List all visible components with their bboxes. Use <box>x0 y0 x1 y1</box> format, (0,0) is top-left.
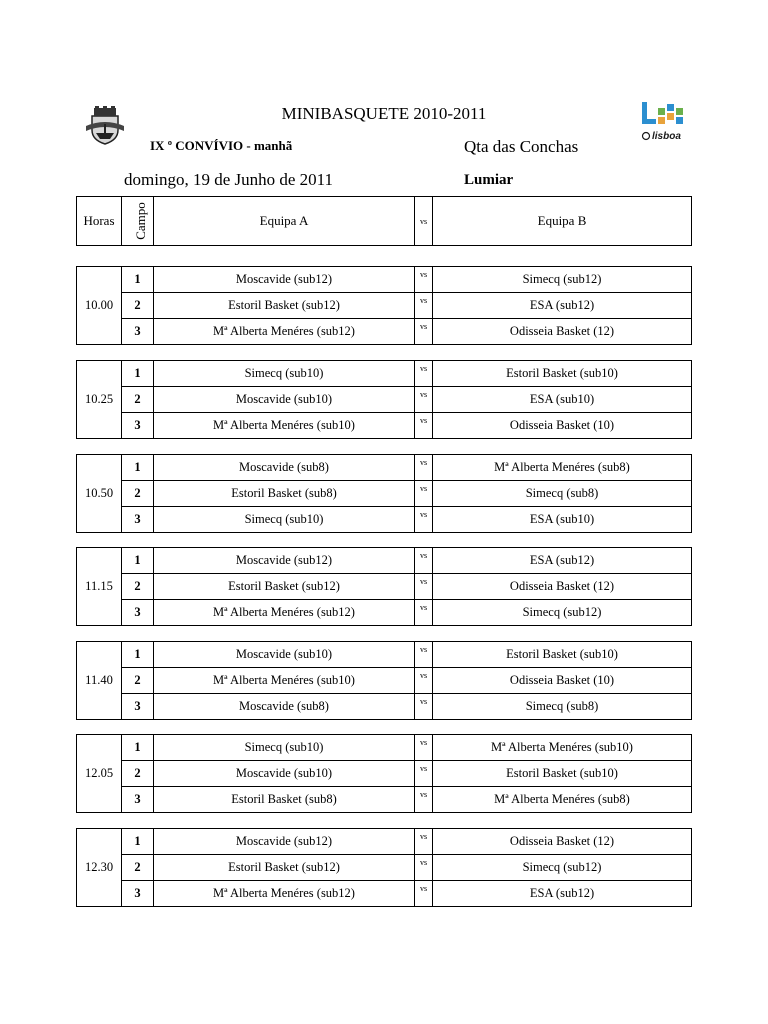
team-b: Odisseia Basket (12) <box>433 574 692 600</box>
slot-time: 10.00 <box>77 267 122 345</box>
team-b: Mª Alberta Menéres (sub8) <box>433 455 692 481</box>
vs-label: vs <box>415 761 433 787</box>
team-a: Moscavide (sub12) <box>154 548 415 574</box>
field-number: 1 <box>122 829 154 855</box>
slot-time: 11.15 <box>77 548 122 626</box>
vs-label: vs <box>415 600 433 626</box>
team-b: Odisseia Basket (10) <box>433 413 692 439</box>
game-row <box>77 761 692 787</box>
time-slot-table <box>76 641 692 720</box>
field-number: 3 <box>122 694 154 720</box>
field-number: 3 <box>122 507 154 533</box>
team-a: Mª Alberta Menéres (sub10) <box>154 668 415 694</box>
team-b: Odisseia Basket (12) <box>433 319 692 345</box>
game-row <box>77 735 692 761</box>
slot-time: 10.50 <box>77 455 122 533</box>
game-row <box>77 829 692 855</box>
team-a: Estoril Basket (sub12) <box>154 855 415 881</box>
team-a: Moscavide (sub10) <box>154 761 415 787</box>
game-row <box>77 455 692 481</box>
game-row <box>77 548 692 574</box>
team-a: Mª Alberta Menéres (sub12) <box>154 881 415 907</box>
team-b: Simecq (sub12) <box>433 855 692 881</box>
field-number: 2 <box>122 481 154 507</box>
team-b: Simecq (sub12) <box>433 267 692 293</box>
team-a: Estoril Basket (sub12) <box>154 293 415 319</box>
document-title: MINIBASQUETE 2010-2011 <box>281 104 487 123</box>
team-a: Estoril Basket (sub8) <box>154 787 415 813</box>
team-a: Estoril Basket (sub8) <box>154 481 415 507</box>
header-equipa-a: Equipa A <box>154 197 415 246</box>
team-a: Moscavide (sub8) <box>154 455 415 481</box>
field-number: 1 <box>122 267 154 293</box>
team-b: ESA (sub12) <box>433 293 692 319</box>
game-row <box>77 293 692 319</box>
team-a: Mª Alberta Menéres (sub12) <box>154 319 415 345</box>
vs-label: vs <box>415 413 433 439</box>
team-b: Odisseia Basket (10) <box>433 668 692 694</box>
event-date: domingo, 19 de Junho de 2011 <box>124 170 334 189</box>
game-row <box>77 481 692 507</box>
game-row <box>77 574 692 600</box>
team-a: Moscavide (sub12) <box>154 829 415 855</box>
vs-label: vs <box>415 481 433 507</box>
team-b: Odisseia Basket (12) <box>433 829 692 855</box>
slot-time: 12.30 <box>77 829 122 907</box>
venue-district: Lumiar <box>464 172 514 188</box>
field-number: 3 <box>122 413 154 439</box>
team-b: Mª Alberta Menéres (sub10) <box>433 735 692 761</box>
time-slot-table <box>76 360 692 439</box>
slot-time: 10.25 <box>77 361 122 439</box>
team-a: Moscavide (sub8) <box>154 694 415 720</box>
team-b: Mª Alberta Menéres (sub8) <box>433 787 692 813</box>
field-number: 1 <box>122 642 154 668</box>
game-row <box>77 361 692 387</box>
field-number: 2 <box>122 761 154 787</box>
vs-label: vs <box>415 507 433 533</box>
vs-label: vs <box>415 548 433 574</box>
vs-label: vs <box>415 668 433 694</box>
game-row <box>77 319 692 345</box>
game-row <box>77 787 692 813</box>
team-b: Estoril Basket (sub10) <box>433 761 692 787</box>
event-subtitle: IX º CONVÍVIO - manhã <box>150 138 293 153</box>
time-slot-table <box>76 454 692 533</box>
field-number: 2 <box>122 855 154 881</box>
vs-label: vs <box>415 574 433 600</box>
team-a: Simecq (sub10) <box>154 507 415 533</box>
game-row <box>77 642 692 668</box>
team-a: Mª Alberta Menéres (sub10) <box>154 413 415 439</box>
vs-label: vs <box>415 829 433 855</box>
slot-time: 12.05 <box>77 735 122 813</box>
field-number: 3 <box>122 319 154 345</box>
team-b: Simecq (sub12) <box>433 600 692 626</box>
venue-name: Qta das Conchas <box>464 137 579 156</box>
vs-label: vs <box>415 387 433 413</box>
vs-label: vs <box>415 855 433 881</box>
game-row <box>77 881 692 907</box>
field-number: 2 <box>122 574 154 600</box>
team-a: Mª Alberta Menéres (sub12) <box>154 600 415 626</box>
column-header-table <box>76 196 692 246</box>
header-horas: Horas <box>77 197 122 246</box>
vs-label: vs <box>415 267 433 293</box>
vs-label: vs <box>415 881 433 907</box>
team-a: Simecq (sub10) <box>154 361 415 387</box>
game-row <box>77 267 692 293</box>
time-slot-table <box>76 734 692 813</box>
team-b: ESA (sub10) <box>433 387 692 413</box>
header-campo-label: Campo <box>132 202 148 240</box>
team-a: Simecq (sub10) <box>154 735 415 761</box>
vs-label: vs <box>415 694 433 720</box>
field-number: 1 <box>122 361 154 387</box>
logo-text: lisboa <box>652 131 681 142</box>
vs-label: vs <box>415 455 433 481</box>
header-campo <box>122 197 154 246</box>
team-b: ESA (sub12) <box>433 881 692 907</box>
game-row <box>77 668 692 694</box>
team-b: Simecq (sub8) <box>433 481 692 507</box>
header-equipa-b: Equipa B <box>433 197 692 246</box>
vs-label: vs <box>415 642 433 668</box>
time-slot-table <box>76 547 692 626</box>
column-header-row <box>77 197 692 246</box>
vs-label: vs <box>415 293 433 319</box>
game-row <box>77 855 692 881</box>
team-a: Moscavide (sub10) <box>154 387 415 413</box>
field-number: 2 <box>122 293 154 319</box>
team-b: Simecq (sub8) <box>433 694 692 720</box>
vs-label: vs <box>415 787 433 813</box>
field-number: 1 <box>122 455 154 481</box>
team-b: Estoril Basket (sub10) <box>433 642 692 668</box>
field-number: 1 <box>122 735 154 761</box>
field-number: 3 <box>122 881 154 907</box>
field-number: 2 <box>122 387 154 413</box>
slot-time: 11.40 <box>77 642 122 720</box>
header-vs: vs <box>415 197 433 246</box>
team-b: Estoril Basket (sub10) <box>433 361 692 387</box>
vs-label: vs <box>415 361 433 387</box>
field-number: 1 <box>122 548 154 574</box>
field-number: 2 <box>122 668 154 694</box>
field-number: 3 <box>122 787 154 813</box>
vs-label: vs <box>415 319 433 345</box>
game-row <box>77 694 692 720</box>
time-slot-table <box>76 828 692 907</box>
game-row <box>77 387 692 413</box>
team-a: Moscavide (sub12) <box>154 267 415 293</box>
team-a: Moscavide (sub10) <box>154 642 415 668</box>
game-row <box>77 600 692 626</box>
time-slot-table <box>76 266 692 345</box>
game-row <box>77 507 692 533</box>
team-b: ESA (sub10) <box>433 507 692 533</box>
vs-label: vs <box>415 735 433 761</box>
game-row <box>77 413 692 439</box>
team-b: ESA (sub12) <box>433 548 692 574</box>
team-a: Estoril Basket (sub12) <box>154 574 415 600</box>
field-number: 3 <box>122 600 154 626</box>
